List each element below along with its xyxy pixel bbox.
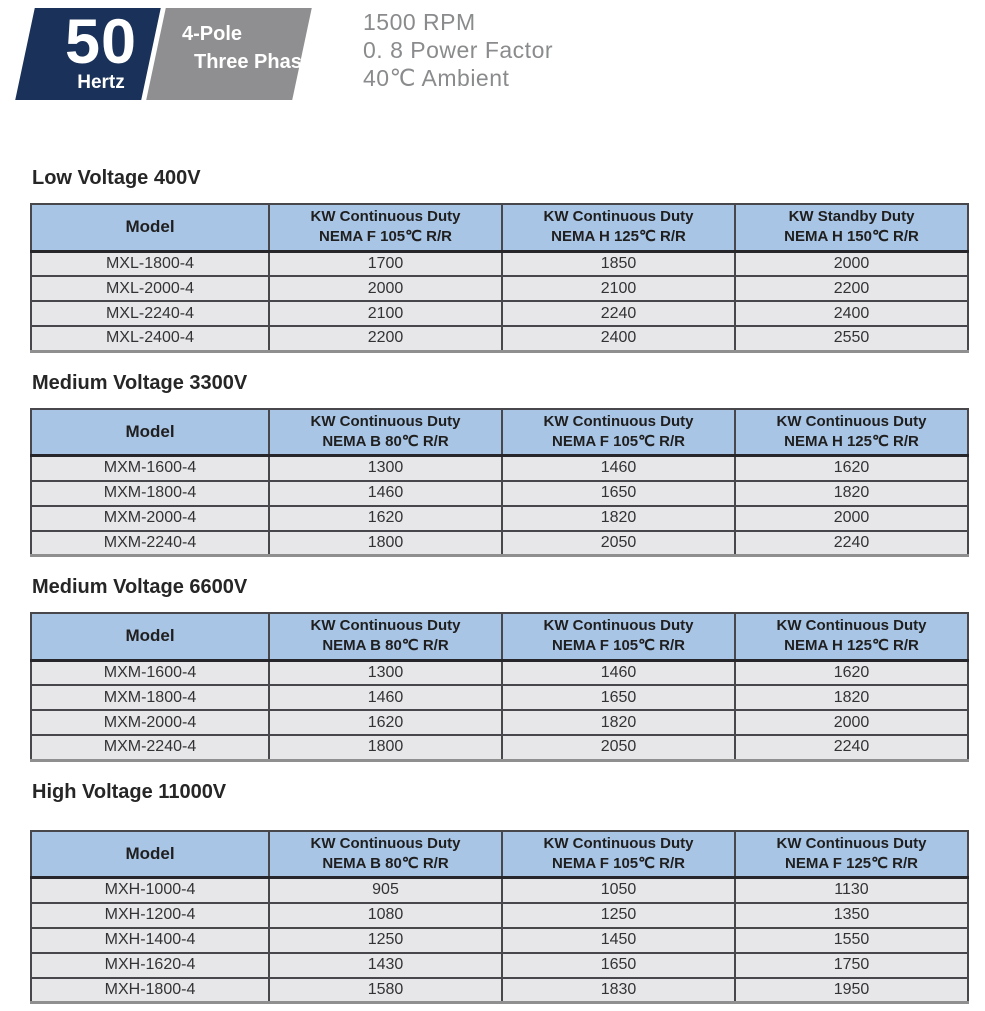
column-header-line1: KW Continuous Duty [776, 617, 927, 635]
value-cell: 1450 [502, 928, 735, 953]
value-cell: 1820 [735, 685, 968, 710]
table-row [31, 978, 968, 1003]
table-row [31, 506, 968, 531]
column-header [735, 409, 968, 456]
value-cell: 1650 [502, 481, 735, 506]
model-cell: MXH-1200-4 [31, 903, 269, 928]
value-cell: 2050 [502, 531, 735, 556]
column-header [269, 409, 502, 456]
section-high-voltage-11000v [30, 780, 969, 1005]
model-cell: MXM-2240-4 [31, 735, 269, 760]
column-header-line1: KW Continuous Duty [310, 834, 461, 852]
section-title-low-voltage: Low Voltage 400V [32, 167, 201, 189]
model-cell: MXM-1600-4 [31, 660, 269, 685]
column-header [502, 613, 735, 660]
column-header-line2: NEMA H 125℃ R/R [784, 637, 919, 655]
table-low-voltage-400v [30, 203, 969, 353]
table-row [31, 660, 968, 685]
column-header [269, 613, 502, 660]
frequency-badge [38, 7, 164, 98]
value-cell: 2100 [502, 276, 735, 301]
value-cell: 1650 [502, 685, 735, 710]
value-cell: 2000 [735, 710, 968, 735]
value-cell: 2240 [735, 531, 968, 556]
value-cell: 1460 [502, 660, 735, 685]
table-header-row [31, 831, 968, 878]
value-cell: 1700 [269, 251, 502, 276]
value-cell: 2200 [735, 276, 968, 301]
column-header-line2: NEMA B 80℃ R/R [322, 637, 449, 655]
column-header-line1: KW Continuous Duty [543, 208, 694, 226]
model-cell: MXH-1800-4 [31, 978, 269, 1003]
table-row [31, 953, 968, 978]
column-header-model: Model [31, 831, 269, 878]
value-cell: 1300 [269, 660, 502, 685]
page-header [0, 0, 985, 110]
column-header-line2: NEMA B 80℃ R/R [322, 854, 449, 872]
phase-label: Three Phase [194, 51, 313, 73]
value-cell: 2400 [502, 326, 735, 351]
table-row [31, 903, 968, 928]
value-cell: 1430 [269, 953, 502, 978]
table-header-row [31, 204, 968, 251]
section-medium-voltage-3300v [30, 371, 969, 558]
column-header-line2: NEMA F 105℃ R/R [552, 854, 685, 872]
value-cell: 1250 [502, 903, 735, 928]
value-cell: 1300 [269, 456, 502, 481]
column-header-line2: NEMA H 125℃ R/R [784, 432, 919, 450]
pole-phase-badge [182, 20, 313, 76]
column-header [502, 831, 735, 878]
value-cell: 1620 [269, 710, 502, 735]
value-cell: 1460 [502, 456, 735, 481]
model-cell: MXL-2400-4 [31, 326, 269, 351]
value-cell: 2100 [269, 301, 502, 326]
value-cell: 2000 [269, 276, 502, 301]
section-title-medium-voltage-6600: Medium Voltage 6600V [32, 576, 248, 598]
value-cell: 1580 [269, 978, 502, 1003]
column-header-model: Model [31, 409, 269, 456]
table-row [31, 735, 968, 760]
value-cell: 1130 [735, 878, 968, 903]
table-row [31, 878, 968, 903]
section-medium-voltage-6600v [30, 575, 969, 762]
value-cell: 1350 [735, 903, 968, 928]
table-row [31, 301, 968, 326]
column-header-line1: KW Continuous Duty [543, 617, 694, 635]
column-header-line1: KW Continuous Duty [543, 834, 694, 852]
value-cell: 1080 [269, 903, 502, 928]
model-cell: MXM-2240-4 [31, 531, 269, 556]
value-cell: 2000 [735, 506, 968, 531]
table-header-row [31, 409, 968, 456]
model-cell: MXM-2000-4 [31, 506, 269, 531]
table-high-voltage-11000v [30, 830, 969, 1005]
section-title-high-voltage: High Voltage 11000V [32, 780, 227, 803]
model-cell: MXM-1800-4 [31, 685, 269, 710]
table-row [31, 685, 968, 710]
value-cell: 1820 [502, 710, 735, 735]
column-header-line2: NEMA F 105℃ R/R [552, 432, 685, 450]
value-cell: 1550 [735, 928, 968, 953]
table-header-row [31, 613, 968, 660]
value-cell: 1850 [502, 251, 735, 276]
table-row [31, 481, 968, 506]
value-cell: 905 [269, 878, 502, 903]
column-header-line1: KW Continuous Duty [310, 208, 461, 226]
column-header-line1: KW Continuous Duty [776, 412, 927, 430]
table-row [31, 928, 968, 953]
power-factor-line: 0. 8 Power Factor [363, 37, 554, 63]
table-medium-voltage-3300v [30, 408, 969, 558]
column-header [269, 204, 502, 251]
column-header-line2: NEMA B 80℃ R/R [322, 432, 449, 450]
table-row [31, 456, 968, 481]
column-header [502, 204, 735, 251]
column-header-line2: NEMA H 125℃ R/R [551, 228, 686, 246]
value-cell: 2400 [735, 301, 968, 326]
model-cell: MXL-2240-4 [31, 301, 269, 326]
content-area [30, 166, 969, 1011]
column-header-line2: NEMA F 125℃ R/R [785, 854, 918, 872]
value-cell: 1050 [502, 878, 735, 903]
value-cell: 1830 [502, 978, 735, 1003]
column-header-line1: KW Continuous Duty [776, 834, 927, 852]
model-cell: MXM-1800-4 [31, 481, 269, 506]
column-header-line2: NEMA H 150℃ R/R [784, 228, 919, 246]
frequency-unit: Hertz [77, 72, 125, 93]
table-row [31, 251, 968, 276]
value-cell: 1950 [735, 978, 968, 1003]
spec-summary [363, 8, 553, 92]
column-header-line1: KW Continuous Duty [310, 412, 461, 430]
column-header-line1: KW Continuous Duty [543, 412, 694, 430]
value-cell: 1620 [269, 506, 502, 531]
value-cell: 2200 [269, 326, 502, 351]
model-cell: MXH-1620-4 [31, 953, 269, 978]
model-cell: MXL-2000-4 [31, 276, 269, 301]
column-header-line2: NEMA F 105℃ R/R [319, 228, 452, 246]
value-cell: 1650 [502, 953, 735, 978]
model-cell: MXM-2000-4 [31, 710, 269, 735]
table-row [31, 710, 968, 735]
table-row [31, 531, 968, 556]
value-cell: 1800 [269, 735, 502, 760]
model-cell: MXH-1400-4 [31, 928, 269, 953]
ambient-line: 40℃ Ambient [363, 65, 510, 91]
table-row [31, 276, 968, 301]
column-header [735, 204, 968, 251]
value-cell: 1250 [269, 928, 502, 953]
table-medium-voltage-6600v [30, 612, 969, 762]
column-header [735, 831, 968, 878]
table-row [31, 326, 968, 351]
value-cell: 2000 [735, 251, 968, 276]
column-header-line2: NEMA F 105℃ R/R [552, 637, 685, 655]
column-header [269, 831, 502, 878]
value-cell: 1750 [735, 953, 968, 978]
value-cell: 1800 [269, 531, 502, 556]
column-header-line1: KW Continuous Duty [310, 617, 461, 635]
value-cell: 2240 [735, 735, 968, 760]
column-header [502, 409, 735, 456]
value-cell: 1620 [735, 456, 968, 481]
value-cell: 1820 [502, 506, 735, 531]
section-title-medium-voltage-3300: Medium Voltage 3300V [32, 371, 248, 394]
model-cell: MXM-1600-4 [31, 456, 269, 481]
frequency-value: 50 [64, 7, 138, 77]
value-cell: 1620 [735, 660, 968, 685]
column-header-line1: KW Standby Duty [788, 208, 915, 226]
value-cell: 2550 [735, 326, 968, 351]
model-cell: MXL-1800-4 [31, 251, 269, 276]
rpm-line: 1500 RPM [363, 9, 476, 35]
model-cell: MXH-1000-4 [31, 878, 269, 903]
section-low-voltage-400v [30, 166, 969, 353]
pole-label: 4-Pole [182, 23, 243, 45]
value-cell: 2050 [502, 735, 735, 760]
value-cell: 1460 [269, 685, 502, 710]
value-cell: 1460 [269, 481, 502, 506]
column-header [735, 613, 968, 660]
column-header-model: Model [31, 204, 269, 251]
column-header-model: Model [31, 613, 269, 660]
value-cell: 2240 [502, 301, 735, 326]
value-cell: 1820 [735, 481, 968, 506]
